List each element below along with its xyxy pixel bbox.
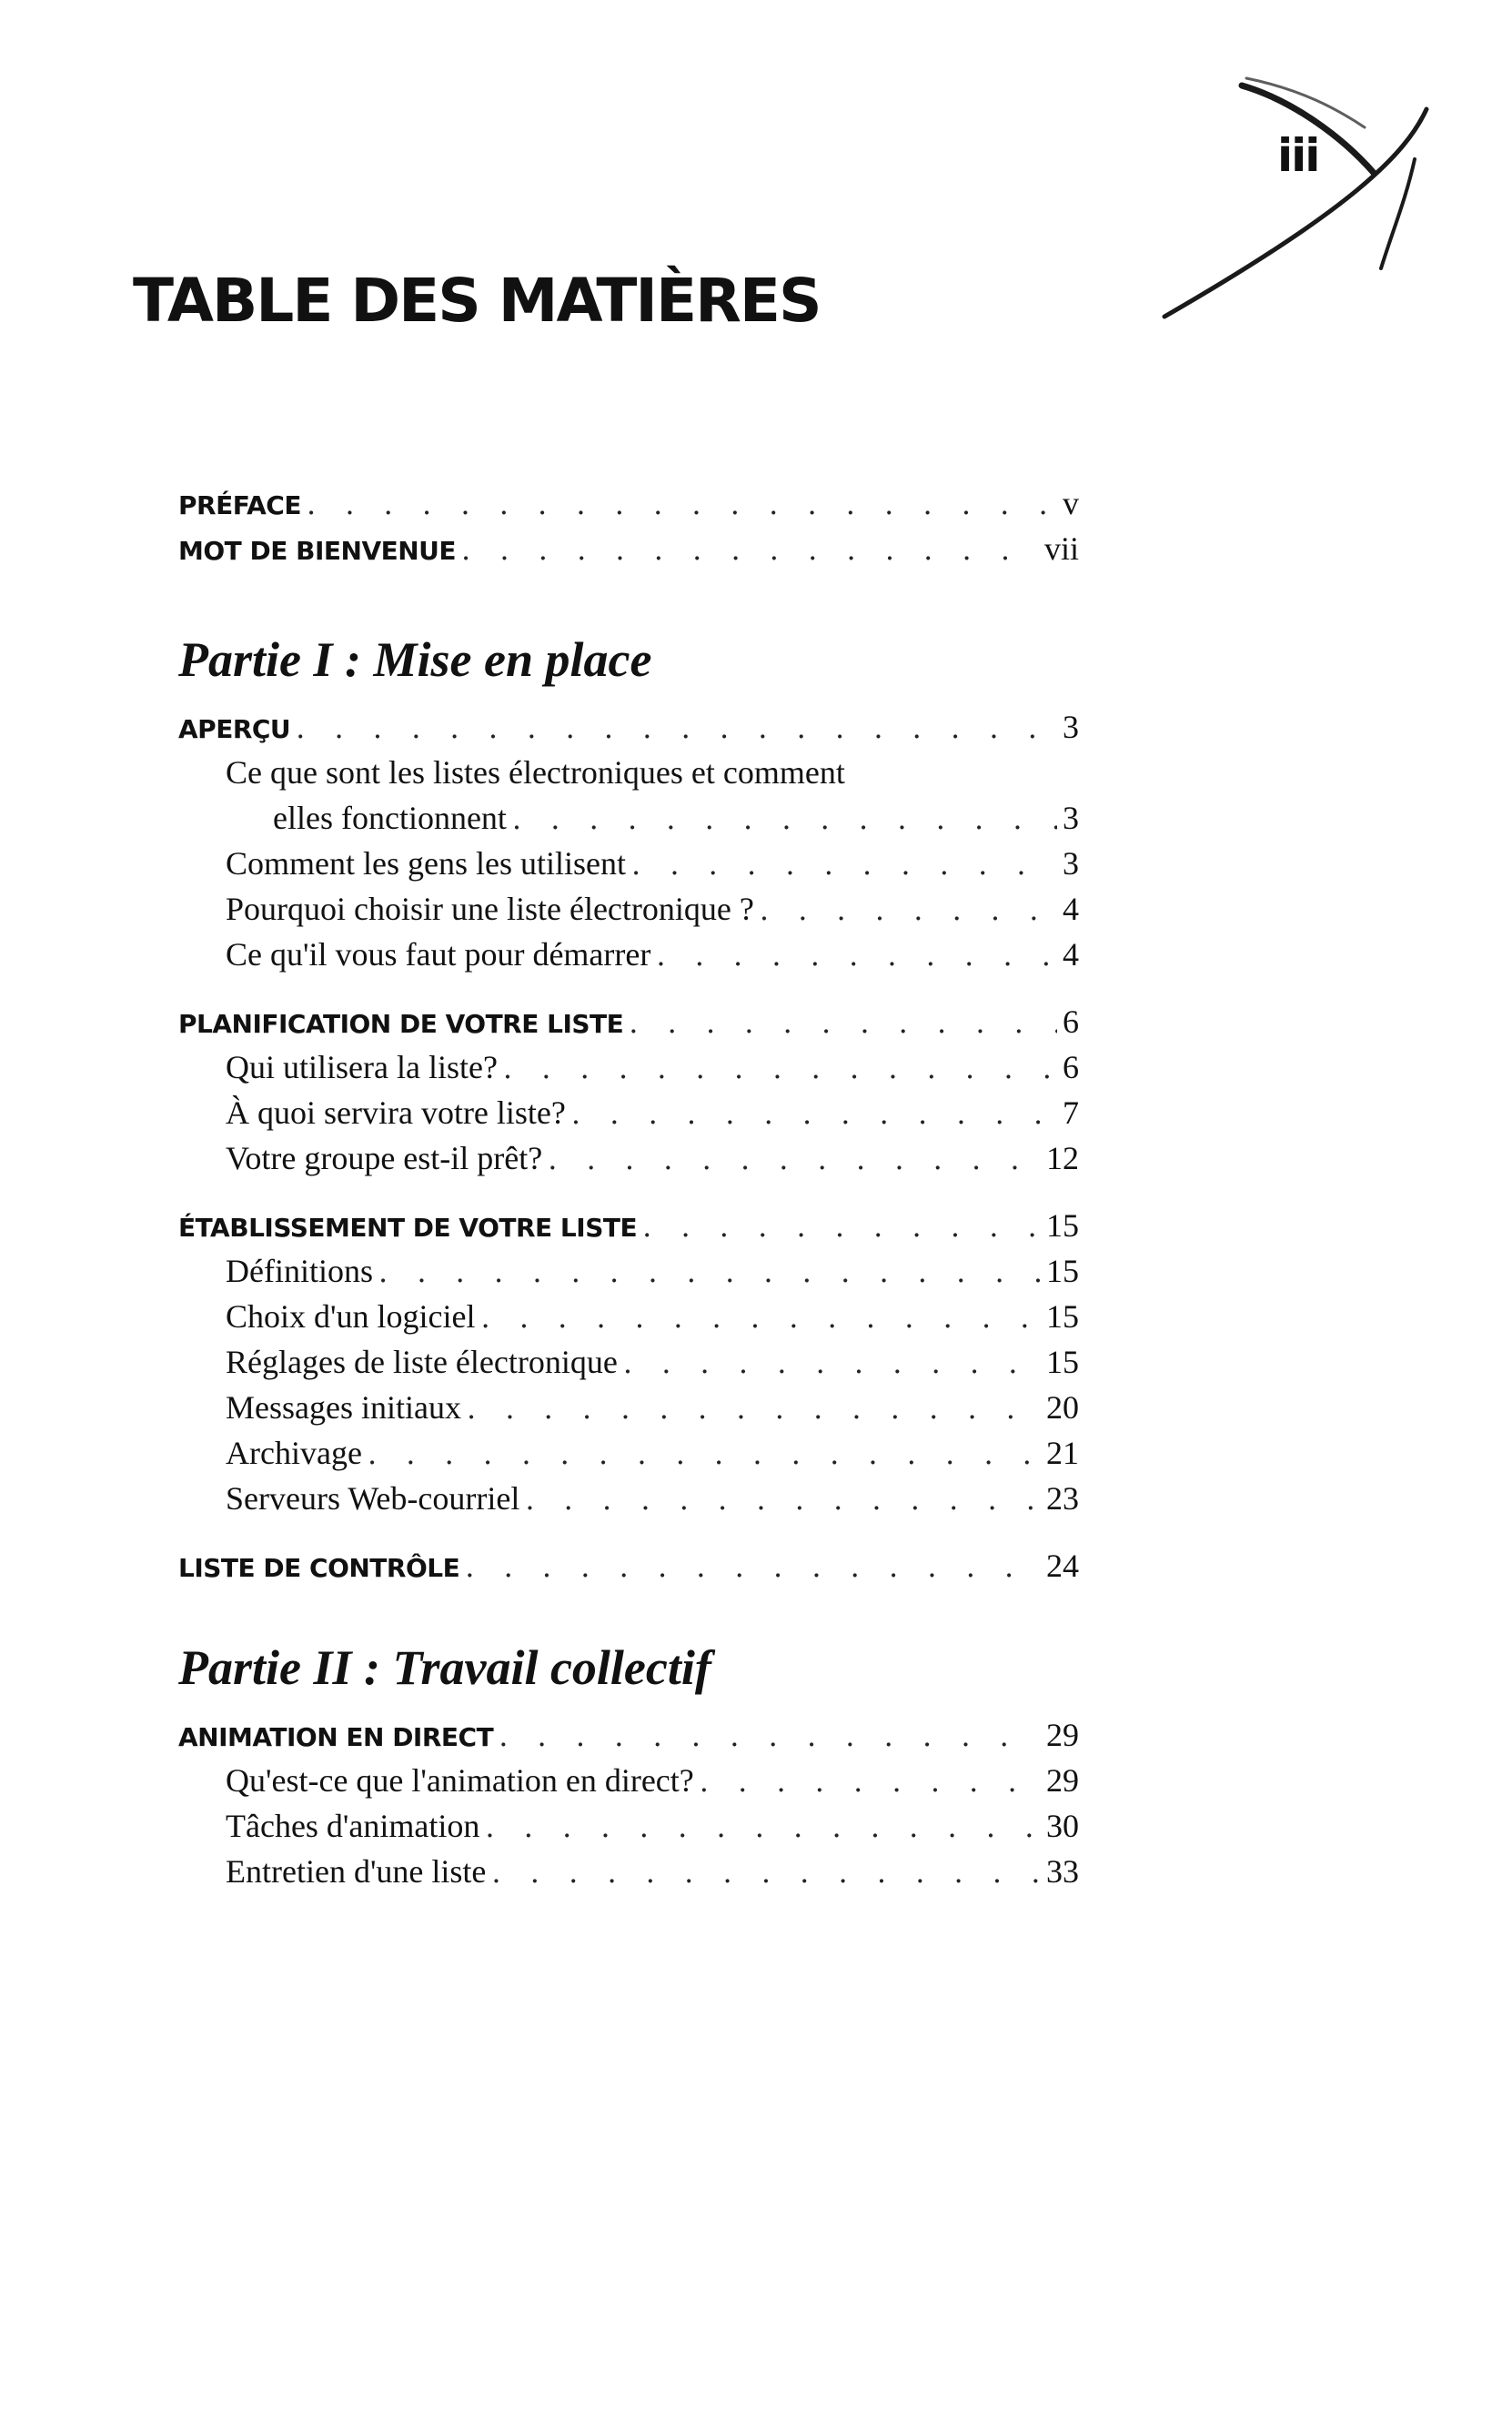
toc-section-page: 20	[1046, 1389, 1079, 1426]
toc-section-title: Choix d'un logiciel	[226, 1298, 476, 1335]
toc-entry-page: vii	[1043, 530, 1079, 567]
dot-leader	[760, 887, 1057, 933]
dot-leader	[307, 481, 1057, 527]
toc-chapter[interactable]	[178, 1203, 1079, 1248]
dot-leader	[480, 1295, 1041, 1340]
toc-chapter-page: 24	[1046, 1548, 1079, 1584]
toc-section[interactable]	[178, 1849, 1079, 1894]
toc-entry-title: MOT DE BIENVENUE	[178, 536, 457, 566]
toc-section-page: 4	[1063, 891, 1079, 927]
toc-chapter-page: 29	[1046, 1717, 1079, 1753]
toc-section-title: Votre groupe est-il prêt?	[226, 1140, 543, 1176]
toc-section-title: Qui utilisera la liste?	[226, 1049, 498, 1085]
toc-section-title: Archivage	[226, 1435, 362, 1471]
table-of-contents	[178, 480, 1079, 1894]
dot-leader	[656, 933, 1057, 978]
toc-chapter-page: 15	[1046, 1207, 1079, 1244]
toc-section-page: 12	[1046, 1140, 1079, 1176]
toc-entry-welcome[interactable]	[178, 526, 1079, 571]
toc-section-title: Ce qu'il vous faut pour démarrer	[226, 936, 651, 973]
toc-chapter[interactable]	[178, 1712, 1079, 1758]
toc-chapter[interactable]	[178, 999, 1079, 1044]
dot-leader	[465, 1544, 1041, 1589]
dot-leader	[631, 842, 1057, 887]
toc-section[interactable]	[178, 886, 1079, 932]
toc-section-title: Tâches d'animation	[226, 1808, 480, 1844]
toc-section-page: 15	[1046, 1253, 1079, 1289]
toc-section[interactable]	[178, 1294, 1079, 1339]
toc-entry-title: PRÉFACE	[178, 490, 301, 520]
toc-section-title: elles fonctionnent	[273, 800, 507, 836]
toc-section[interactable]	[178, 1090, 1079, 1135]
curved-x-swoosh-icon	[1155, 73, 1456, 328]
dot-leader	[296, 705, 1057, 751]
toc-section-title: Réglages de liste électronique	[226, 1344, 618, 1380]
dot-leader	[491, 1850, 1041, 1895]
toc-section-page: 15	[1046, 1298, 1079, 1335]
dot-leader	[700, 1759, 1041, 1804]
toc-section[interactable]	[178, 1135, 1079, 1181]
toc-entry-preface[interactable]	[178, 480, 1079, 526]
toc-section[interactable]	[178, 1044, 1079, 1090]
toc-entry-page: v	[1063, 485, 1079, 521]
toc-chapter[interactable]	[178, 1543, 1079, 1588]
toc-section-title: Messages initiaux	[226, 1389, 461, 1426]
toc-chapter-page: 6	[1063, 1003, 1079, 1040]
toc-section-title: Pourquoi choisir une liste électronique ?	[226, 891, 754, 927]
toc-section-title: Serveurs Web-courriel	[226, 1480, 520, 1517]
toc-section[interactable]	[178, 1803, 1079, 1849]
toc-section[interactable]	[178, 1339, 1079, 1385]
toc-section-page: 33	[1046, 1853, 1079, 1890]
page-title: TABLE DES MATIÈRES	[133, 266, 821, 336]
toc-section-title: Qu'est-ce que l'animation en direct?	[226, 1762, 694, 1799]
part-title: Partie I : Mise en place	[178, 632, 652, 687]
dot-leader	[623, 1340, 1041, 1386]
dot-leader	[571, 1091, 1057, 1136]
toc-section-page: 15	[1046, 1344, 1079, 1380]
toc-section[interactable]	[178, 1476, 1079, 1521]
dot-leader	[548, 1136, 1041, 1182]
toc-section-page: 3	[1063, 800, 1079, 836]
toc-section-page: 29	[1046, 1762, 1079, 1799]
dot-leader	[368, 1431, 1041, 1477]
dot-leader	[461, 527, 1039, 572]
dot-leader	[485, 1804, 1041, 1850]
toc-section-page: 30	[1046, 1808, 1079, 1844]
toc-section[interactable]	[178, 932, 1079, 977]
toc-chapter-title: APERÇU	[178, 714, 291, 744]
toc-chapter-title: PLANIFICATION DE VOTRE LISTE	[178, 1009, 624, 1039]
toc-section-title: Entretien d'une liste	[226, 1853, 487, 1890]
toc-section[interactable]	[178, 1758, 1079, 1803]
toc-chapter-title: ÉTABLISSEMENT DE VOTRE LISTE	[178, 1213, 638, 1243]
toc-chapter[interactable]	[178, 704, 1079, 750]
toc-section[interactable]	[178, 1385, 1079, 1430]
toc-section-page: 7	[1063, 1094, 1079, 1131]
dot-leader	[467, 1386, 1041, 1431]
dot-leader	[642, 1204, 1041, 1249]
toc-chapter-page: 3	[1063, 709, 1079, 745]
dot-leader	[499, 1713, 1041, 1759]
toc-section[interactable]	[178, 1248, 1079, 1294]
toc-section-title: Comment les gens les utilisent	[226, 845, 626, 882]
dot-leader	[512, 796, 1057, 842]
dot-leader	[378, 1249, 1041, 1295]
toc-section-title: À quoi servira votre liste?	[226, 1094, 566, 1131]
page-number: iii	[1277, 129, 1319, 182]
toc-section-title: Définitions	[226, 1253, 373, 1289]
toc-section[interactable]	[178, 795, 1079, 841]
toc-chapter-title: ANIMATION EN DIRECT	[178, 1722, 494, 1752]
dot-leader	[629, 1000, 1057, 1045]
toc-section-page: 6	[1063, 1049, 1079, 1085]
part-title: Partie II : Travail collectif	[178, 1640, 711, 1695]
toc-section[interactable]	[178, 841, 1079, 886]
toc-section-page: 3	[1063, 845, 1079, 882]
toc-section-page: 4	[1063, 936, 1079, 973]
toc-section-line1[interactable]: Ce que sont les listes électroniques et comment	[226, 754, 845, 791]
dot-leader	[503, 1045, 1057, 1091]
toc-section-page: 21	[1046, 1435, 1079, 1471]
toc-chapter-title: LISTE DE CONTRÔLE	[178, 1553, 460, 1583]
toc-section[interactable]	[178, 1430, 1079, 1476]
toc-section-page: 23	[1046, 1480, 1079, 1517]
dot-leader	[525, 1477, 1041, 1522]
